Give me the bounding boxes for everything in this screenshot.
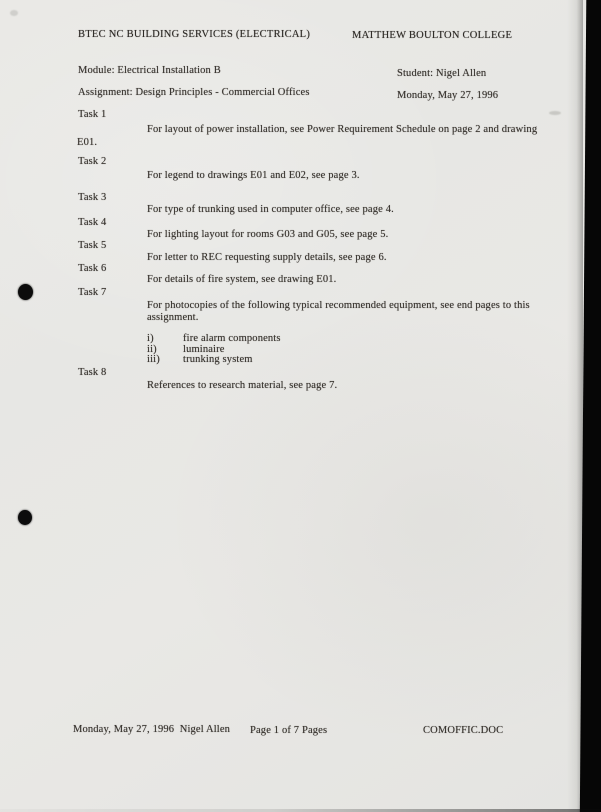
- task-text: For letter to REC requesting supply details, see page 6.: [147, 252, 387, 263]
- course-title: BTEC NC BUILDING SERVICES (ELECTRICAL): [78, 29, 311, 40]
- task-text: References to research material, see page 7.: [147, 380, 338, 391]
- task-label: Task 6: [78, 263, 107, 274]
- hole-punch-mark-bottom: [18, 510, 32, 525]
- hole-punch-mark-top: [18, 284, 33, 300]
- task-text: For legend to drawings E01 and E02, see page 3.: [147, 170, 360, 181]
- task-label: Task 3: [78, 192, 107, 203]
- task-label: Task 1: [78, 109, 107, 120]
- student-line: Student: Nigel Allen: [397, 68, 487, 79]
- list-item-text: trunking system: [183, 354, 253, 365]
- list-item-text: luminaire: [183, 344, 225, 355]
- task-label: Task 7: [78, 287, 107, 298]
- paper-edge-shadow: [567, 0, 583, 812]
- task-text: assignment.: [147, 312, 199, 323]
- list-item-text: fire alarm components: [183, 333, 281, 344]
- footer-date-author: Monday, May 27, 1996 Nigel Allen: [73, 724, 231, 735]
- date-line: Monday, May 27, 1996: [397, 90, 499, 101]
- college-name: MATTHEW BOULTON COLLEGE: [352, 30, 513, 41]
- task-text: For photocopies of the following typical recommended equipment, see end pages to this: [147, 300, 530, 311]
- task-text: For type of trunking used in computer office, see page 4.: [147, 204, 394, 215]
- footer-page-number: Page 1 of 7 Pages: [250, 725, 328, 736]
- module-line: Module: Electrical Installation B: [78, 65, 221, 76]
- assignment-line: Assignment: Design Principles - Commercial Offices: [78, 87, 310, 98]
- task-text: For lighting layout for rooms G03 and G05, see page 5.: [147, 229, 389, 240]
- task-text: For details of fire system, see drawing E01.: [147, 274, 337, 285]
- scan-smudge: [549, 111, 561, 115]
- scan-smudge: [10, 10, 18, 16]
- task-label: Task 5: [78, 240, 107, 251]
- list-item-numeral: ii): [147, 344, 157, 355]
- list-item-numeral: iii): [147, 354, 160, 365]
- task-label: Task 8: [78, 367, 107, 378]
- list-item-numeral: i): [147, 333, 154, 344]
- footer-filename: COMOFFIC.DOC: [423, 725, 504, 736]
- task-text-continuation: E01.: [77, 137, 98, 148]
- task-label: Task 4: [78, 217, 107, 228]
- task-text: For layout of power installation, see Power Requirement Schedule on page 2 and drawing: [147, 124, 538, 135]
- task-label: Task 2: [78, 156, 107, 167]
